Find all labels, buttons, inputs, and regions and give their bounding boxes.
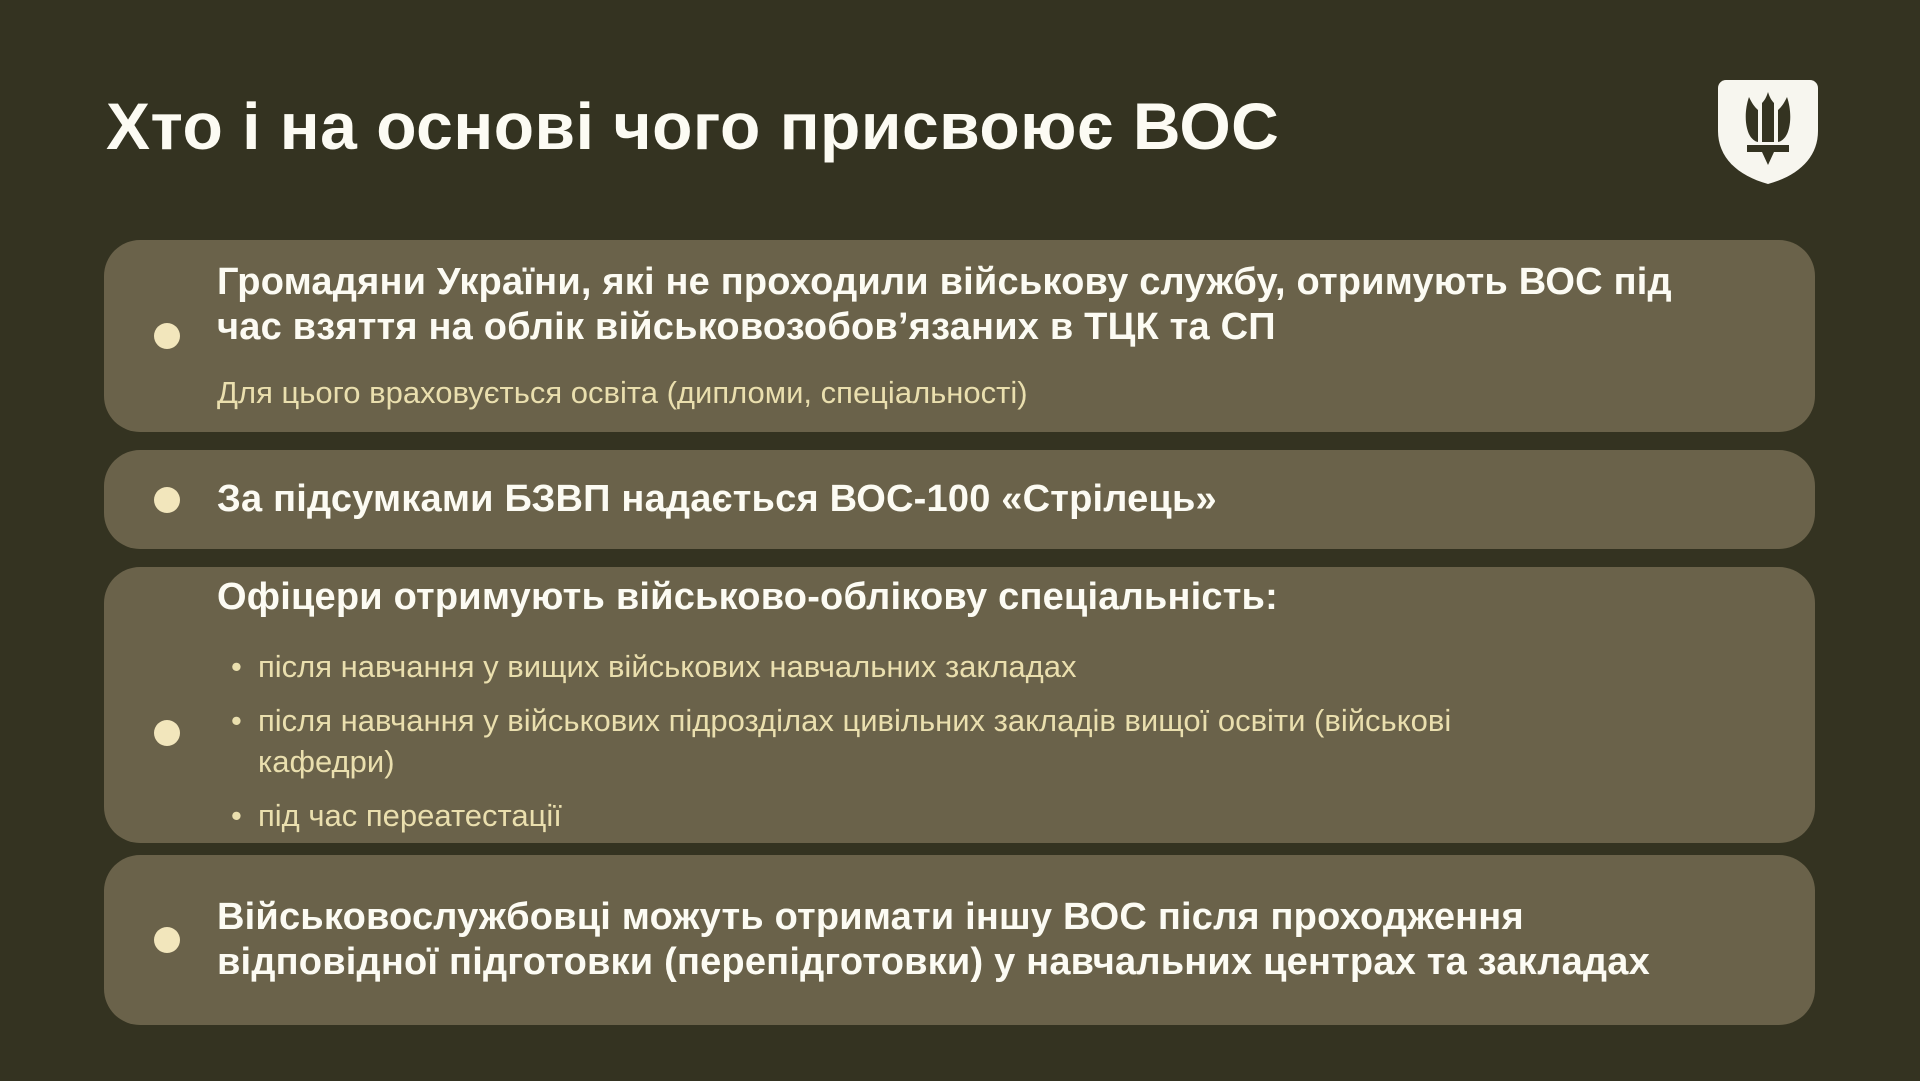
list-item-text: під час переатестації: [258, 797, 562, 833]
list-item: [231, 700, 1760, 782]
sub-bullet-icon: •: [231, 797, 242, 833]
sub-bullet-icon: •: [231, 648, 242, 684]
bullet-dot-icon: [154, 487, 180, 513]
card-citizens: [104, 240, 1815, 432]
trident-shield-icon: [1718, 80, 1818, 184]
bullet-dot-column: [104, 567, 217, 843]
list-item: [231, 646, 1760, 687]
bullet-dot-column: [104, 240, 217, 432]
list-item: [231, 795, 1760, 836]
card-servicemen: [104, 855, 1815, 1025]
bullet-dot-column: [104, 855, 217, 1025]
sub-bullet-list: [217, 646, 1760, 836]
sub-bullet-icon: •: [231, 702, 242, 738]
card-text: Громадяни України, які не проходили військову службу, отримують ВОС під час взяття на облік військовозобов’язаних в ТЦК та СП: [217, 261, 1672, 348]
bullet-dot-icon: [154, 323, 180, 349]
card-heading: Офіцери отримують військово-облікову спеціальність:: [217, 575, 1278, 618]
list-item-text: після навчання у вищих військових навчальних закладах: [258, 648, 1077, 684]
card-content: [217, 477, 1815, 522]
bullet-dot-column: [104, 450, 217, 549]
card-content: [217, 575, 1815, 836]
page-title: Хто і на основі чого присвоює ВОС: [106, 89, 1280, 163]
card-bzvp: [104, 450, 1815, 549]
card-content: [217, 895, 1815, 985]
card-list: [104, 240, 1815, 1025]
card-officers: [104, 567, 1815, 843]
bullet-dot-icon: [154, 720, 180, 746]
card-content: [217, 260, 1815, 412]
card-text: За підсумками БЗВП надається ВОС-100 «Стрілець»: [217, 478, 1217, 520]
card-text: Військовослужбовці можуть отримати іншу ВОС після проходження відповідної підготовки (перепідготовки) у навчальних центрах та закладах: [217, 896, 1650, 983]
list-item-text: після навчання у військових підрозділах цивільних закладів вищої освіти (військові кафедри): [258, 702, 1452, 779]
card-note: Для цього враховується освіта (дипломи, спеціальності): [217, 375, 1028, 410]
bullet-dot-icon: [154, 927, 180, 953]
